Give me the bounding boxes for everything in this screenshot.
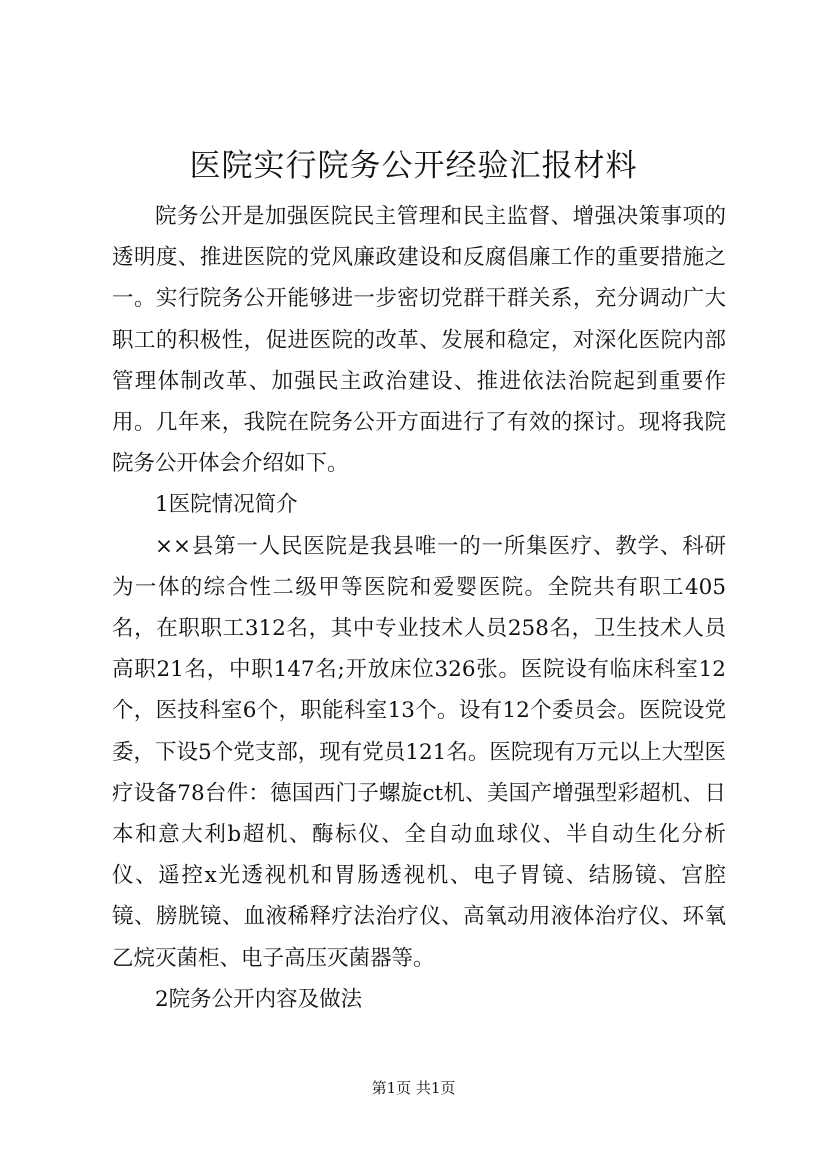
- section-heading-1: 1医院情况简介: [155, 492, 298, 518]
- page-footer: 第1页 共1页: [371, 1079, 456, 1097]
- document-title: 医院实行院务公开经验汇报材料: [189, 148, 638, 184]
- hospital-overview-paragraph: ××县第一人民医院是我县唯一的一所集医疗、教学、科研为一体的综合性二级甲等医院和爱婴医院。全院共有职工405名，在职职工312名，其中专业技术人员258名，卫生技术人员高职21名，中职147名;开放床位326张。医院设有临床科室12个，医技科室6个，职能科室13个。设有12个委员会。医院设党委，下设5个党支部，现有党员121名。医院现有万元以上大型医疗设备78台件：德国西门子螺旋ct机、美国产增强型彩超机、日本和意大利b超机、酶标仪、全自动血球仪、半自动生化分析仪、遥控x光透视机和胃肠透视机、电子胃镜、结肠镜、宫腔镜、膀胱镜、血液稀释疗法治疗仪、高氧动用液体治疗仪、环氧乙烷灭菌柜、电子高压灭菌器等。: [112, 533, 726, 971]
- document-body: [112, 196, 726, 1020]
- section-heading-2: 2院务公开内容及做法: [155, 986, 363, 1012]
- intro-paragraph: 院务公开是加强医院民主管理和民主监督、增强决策事项的透明度、推进医院的党风廉政建设和反腐倡廉工作的重要措施之一。实行院务公开能够进一步密切党群干群关系，充分调动广大职工的积极性，促进医院的改革、发展和稳定，对深化医院内部管理体制改革、加强民主政治建设、推进依法治院起到重要作用。几年来，我院在院务公开方面进行了有效的探讨。现将我院院务公开体会介绍如下。: [112, 204, 726, 477]
